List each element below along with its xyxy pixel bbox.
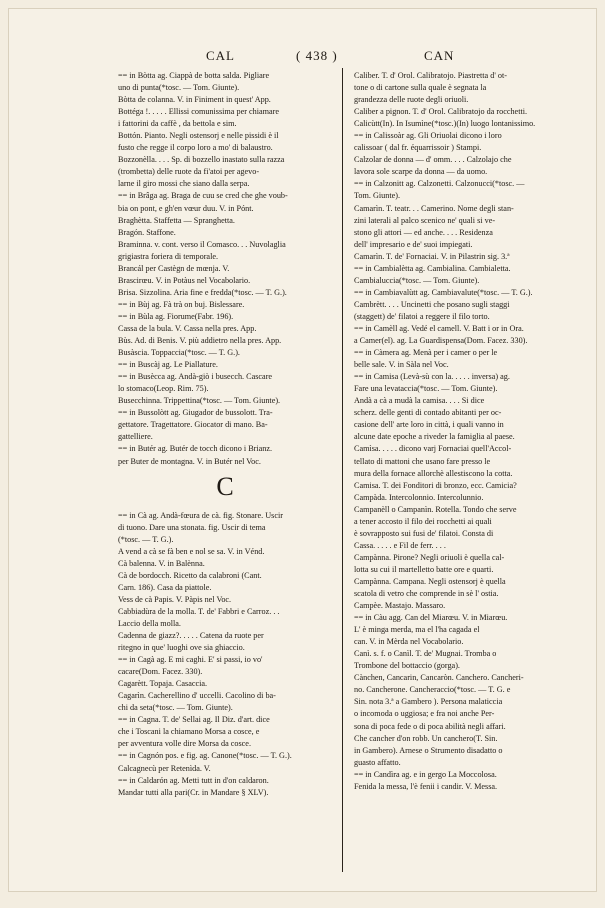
text-line: == in Càmera ag. Menà per i camer o per le: [354, 348, 498, 358]
text-line: Laccio della molla.: [118, 618, 181, 628]
text-line: == in Brâga ag. Braga de cuu se cred che ghe voub-: [118, 191, 288, 201]
text-line: Cambrètt. . . . Uncinetti che posano sugli staggi: [354, 299, 510, 309]
text-line: calissoar ( dal fr. équarrissoir ) Stampi.: [354, 143, 482, 153]
text-line: == in Camisa (Levà-sù con la. . . . . inversa) ag.: [354, 372, 510, 382]
text-line: == in Caldarón ag. Metti tutt in d'on caldaron.: [118, 775, 269, 785]
text-line: belle sale. V. in Sàla nel Voc.: [354, 360, 449, 370]
text-line: o incomoda o uggiosa; e fra noi anche Per-: [354, 709, 495, 719]
text-line: == in Cagà ag. E mi caghi. E' si passi, io vo': [118, 655, 263, 665]
text-line: Che cancher d'on robb. Un canchero(T. Sin.: [354, 733, 498, 743]
text-line: Cà de bordocch. Ricetto da calabroni (Cant.: [118, 570, 262, 580]
text-line: Vess de cà Papis. V. Pàpis nel Voc.: [118, 594, 232, 604]
text-line: Bottón. Pianto. Negli ostensorj e nelle pissidi è il: [118, 131, 279, 141]
text-line: scatola di vetro che comprende in sè l' ostia.: [354, 589, 499, 599]
text-line: Cà balenna. V. in Balènna.: [118, 558, 205, 568]
text-line: Braminna. v. cont. verso il Comasco. . . Nuvolaglia: [118, 239, 286, 249]
text-line: Brascirœu. V. in Potàus nel Vocabolario.: [118, 275, 251, 285]
text-line: di tuono. Dare una stonata. fig. Uscir di tema: [118, 522, 266, 532]
text-line: lo stomaco(Leop. Rim. 75).: [118, 384, 209, 394]
text-line: Brancál per Castègn de mœnja. V.: [118, 263, 230, 273]
section-letter: C: [216, 471, 234, 501]
text-line: Campanèll o Campanìn. Rotella. Tondo che serve: [354, 504, 517, 514]
text-line: zini laterali al palco scenico ne' quali si ve-: [354, 215, 496, 225]
text-line: == in Cà ag. Andà-fœura de cà. fig. Stonare. Uscir: [118, 510, 283, 520]
text-line: == in Bussolòtt ag. Giugador de bussolott. Tra-: [118, 408, 273, 418]
text-line: == in Cambialètta ag. Cambialina. Cambialetta.: [354, 263, 511, 273]
text-line: gettatore. Tragettatore. Giocator di mano. Ba-: [118, 420, 268, 430]
text-line: Cambialuccia(*tosc. — Tom. Giunte).: [354, 275, 480, 285]
text-line: a tener accosto il filo dei rocchetti ai quali: [354, 516, 492, 526]
text-line: Andà a cà a mudà la camisa. . . . Si dice: [354, 396, 485, 406]
text-line: Mandar tutti alla pari(Cr. in Mandare § XLV).: [118, 787, 269, 797]
text-line: tone o di cartone sulla quale è segnata la: [354, 83, 487, 93]
header-right-word: CAN: [424, 48, 455, 63]
text-line: lotta su cui il martelletto batte ore e quarti.: [354, 564, 494, 574]
text-line: chi da seta(*tosc. — Tom. Giunte).: [118, 703, 233, 713]
text-line: dell' impresario e de' suoi impiegati.: [354, 239, 473, 249]
text-line: Bottéga !. . . . . Ellissi comunissima per chiamare: [118, 107, 279, 117]
text-line: Braghètta. Staffetta — Spranghetta.: [118, 215, 235, 225]
text-line: Cadenna de giazz?. . . . . Catena da ruote per: [118, 631, 264, 641]
text-line: == in Cambiavalùtt ag. Cambiavalute(*tosc. — T. G.).: [354, 287, 533, 297]
text-line: == in Calissoàr ag. Gli Oriuolai dicono i loro: [354, 131, 502, 141]
text-line: Bùs. Ad. di Benis. V. più addietro nella pres. App.: [118, 336, 282, 346]
text-line: (trombetta) delle ruote da fi'atoi per agevo-: [118, 167, 260, 177]
text-line: in Gambero). Arnese o Strumento disadatto o: [354, 745, 503, 755]
text-line: lavora sole scarpe da donna — da uomo.: [354, 167, 488, 177]
text-line: a Camer(el). ag. La Guardispensa(Dom. Facez. 330).: [354, 336, 528, 346]
text-line: scherz. delle genti di contado abitanti per oc-: [354, 408, 502, 418]
text-line: Trombone del bottaccio (gorga).: [354, 661, 460, 671]
text-line: Tom. Giunte).: [354, 191, 401, 201]
text-line: Sin. nota 3.ª a Gambero ). Persona malaticcia: [354, 697, 503, 707]
text-line: == in Cagnón pos. e fig. ag. Canone(*tosc. — T. G.).: [118, 751, 292, 761]
text-line: (*tosc. — T. G.).: [118, 534, 174, 544]
text-line: Campànna. Pirone? Negli oriuoli è quella cal-: [354, 552, 505, 562]
text-line: gattelliere.: [118, 432, 153, 442]
column-divider: [342, 68, 343, 872]
text-line: Carn. 186). Casa da piattole.: [118, 582, 212, 592]
text-line: == in Bòtta ag. Ciappà de botta salda. Pigliare: [118, 71, 270, 80]
text-line: == in Buscàj ag. Le Piallature.: [118, 360, 218, 370]
text-line: fusto che regge il corpo loro a mo' di balaustro.: [118, 143, 273, 153]
text-line: cacare(Dom. Facez. 330).: [118, 667, 203, 677]
text-line: bia on pont, e gh'en vœur duu. V. in Pónt.: [118, 203, 254, 213]
text-line: Campànna. Campana. Negli ostensorj è quella: [354, 576, 506, 586]
text-line: Brisa. Sizzolina. Aria fine e fredda(*tosc. — T. G.).: [118, 287, 287, 297]
text-line: alcune date epoche a riveder la famiglia al paese.: [354, 432, 515, 442]
text-line: ritegno in que' luoghi ove sia ghiaccio.: [118, 643, 245, 653]
text-line: Campèe. Mastajo. Massaro.: [354, 601, 446, 611]
text-line: per avventura volle dire Morsa da cosce.: [118, 739, 251, 749]
text-line: è sovrapposto sui fusi de' filatoi. Consta di: [354, 528, 494, 538]
text-line: per Buter de montagna. V. in Butér nel Voc.: [118, 456, 261, 466]
text-line: Cassa. . . . . e Fil de ferr. . . .: [354, 540, 446, 550]
text-line: grigiastra foriera di temporale.: [118, 251, 219, 261]
text-line: Caliber. T. d' Orol. Calibratojo. Piastretta d' ot-: [354, 71, 507, 80]
text-line: == in Busècca ag. Andà-giò i busecch. Cascare: [118, 372, 273, 382]
text-line: che i Toscani la chiamano Morsa a cosce, e: [118, 727, 260, 737]
text-line: == in Butér ag. Butér de tocch dicono i Brianz.: [118, 444, 273, 454]
header-left-word: CAL: [206, 48, 235, 63]
text-line: (staggett) de' filatoi a reggere il filo torto.: [354, 311, 490, 321]
text-line: casione dell' arte loro in città, i quali vanno in: [354, 420, 504, 430]
text-line: no. Cancherone. Cancheraccio(*tosc. — T. G. e: [354, 685, 511, 695]
text-line: == in Calzonitt ag. Calzonetti. Calzonucci(*tosc. —: [354, 179, 525, 189]
text-line: Calcagnecù per Retenìda. V.: [118, 763, 211, 773]
text-line: == in Bùla ag. Fiorume(Fabr. 196).: [118, 311, 234, 321]
text-line: == in Cagna. T. de' Sellai ag. Il Diz. d'art. dice: [118, 715, 270, 725]
text-line: == in Càu agg. Can del Miarœu. V. in Miarœu.: [354, 613, 508, 623]
text-line: Camisa. T. dei Fonditori di bronzo, ecc. Camicia?: [354, 480, 517, 490]
text-line: Cagarètt. Topaja. Casaccia.: [118, 679, 208, 689]
text-line: Camarìn. T. teatr. . . Camerino. Nome degli stan-: [354, 203, 514, 213]
text-line: i fattorini da caffè , da bettola e sim.: [118, 119, 237, 129]
text-line: Bragón. Staffone.: [118, 227, 176, 237]
text-line: Busecchinna. Trippettina(*tosc. — Tom. Giunte).: [118, 396, 281, 406]
book-page: [8, 8, 597, 892]
left-column: [118, 70, 332, 799]
text-line: Cassa de la bula. V. Cassa nella pres. App.: [118, 323, 257, 333]
text-line: Campàda. Intercolonnio. Intercolunnio.: [354, 492, 484, 502]
text-line: == in Candìra ag. e in gergo La Moccolosa.: [354, 769, 497, 779]
text-line: guasto affatto.: [354, 757, 401, 767]
text-line: Busàscia. Toppaccia(*tosc. — T. G.).: [118, 348, 240, 358]
text-line: Bòtta de colanna. V. in Finiment in quest' App.: [118, 95, 271, 105]
text-line: uno di punta(*tosc. — Tom. Giunte).: [118, 83, 240, 93]
text-line: Fenida la messa, l'è fenii i candir. V. Messa.: [354, 781, 498, 791]
text-line: larne il giro mossi che siano dalla serpa.: [118, 179, 250, 189]
text-line: Caliber a pignon. T. d' Orol. Calibratojo da rocchetti.: [354, 107, 528, 117]
text-line: Calzolar de donna — d' omm. . . . Calzolajo che: [354, 155, 512, 165]
text-line: Cagarìn. Cacherellino d' uccelli. Cacolino di ba-: [118, 691, 276, 701]
text-line: can. V. in Mèrda nel Vocabolario.: [354, 637, 464, 647]
text-line: Fare una levataccia(*tosc. — Tom. Giunte).: [354, 384, 498, 394]
text-line: A vend a cà se fà ben e nol se sa. V. in Vénd.: [118, 546, 265, 556]
text-line: Calicùtt(In). In Isumìne(*tosc.)(In) luogo lontanissimo.: [354, 119, 536, 129]
right-column: [354, 70, 568, 793]
text-line: Cànchen, Cancarin, Cancaròn. Canchero. Cancheri-: [354, 673, 524, 683]
text-line: Cabbiadùra de la molla. T. de' Fabbri e Carroz. . .: [118, 606, 280, 616]
text-line: Bozzonèlla. . . . Sp. di bozzello inastato sulla razza: [118, 155, 285, 165]
text-line: Canì. s. f. o Canìl. T. de' Mugnai. Tromba o: [354, 649, 497, 659]
text-line: sona di poca fede o di poca abilità negli affari.: [354, 721, 506, 731]
text-line: stono gli attori — ed anche. . . . Residenza: [354, 227, 493, 237]
page-header: [8, 48, 597, 66]
page-number: ( 438 ): [296, 48, 338, 63]
text-line: grandezza delle ruote degli oriuoli.: [354, 95, 469, 105]
text-line: == in Bùj ag. Fà trà on buj. Bislessare.: [118, 299, 245, 309]
text-line: Camarìn. T. de' Fornaciai. V. in Pilastrin sig. 3.ª: [354, 251, 510, 261]
text-line: == in Camèll ag. Vedé el camell. V. Batt i or in Ora.: [354, 323, 524, 333]
text-line: Camìsa. . . . . dicono varj Fornaciai quell'Accol-: [354, 444, 512, 454]
text-line: mura della fornace allorchè allestiscono la cotta.: [354, 468, 513, 478]
text-line: tellato di mattoni che usano fare presso le: [354, 456, 491, 466]
text-line: L' è minga merda, ma el l'ha cagada el: [354, 625, 480, 635]
